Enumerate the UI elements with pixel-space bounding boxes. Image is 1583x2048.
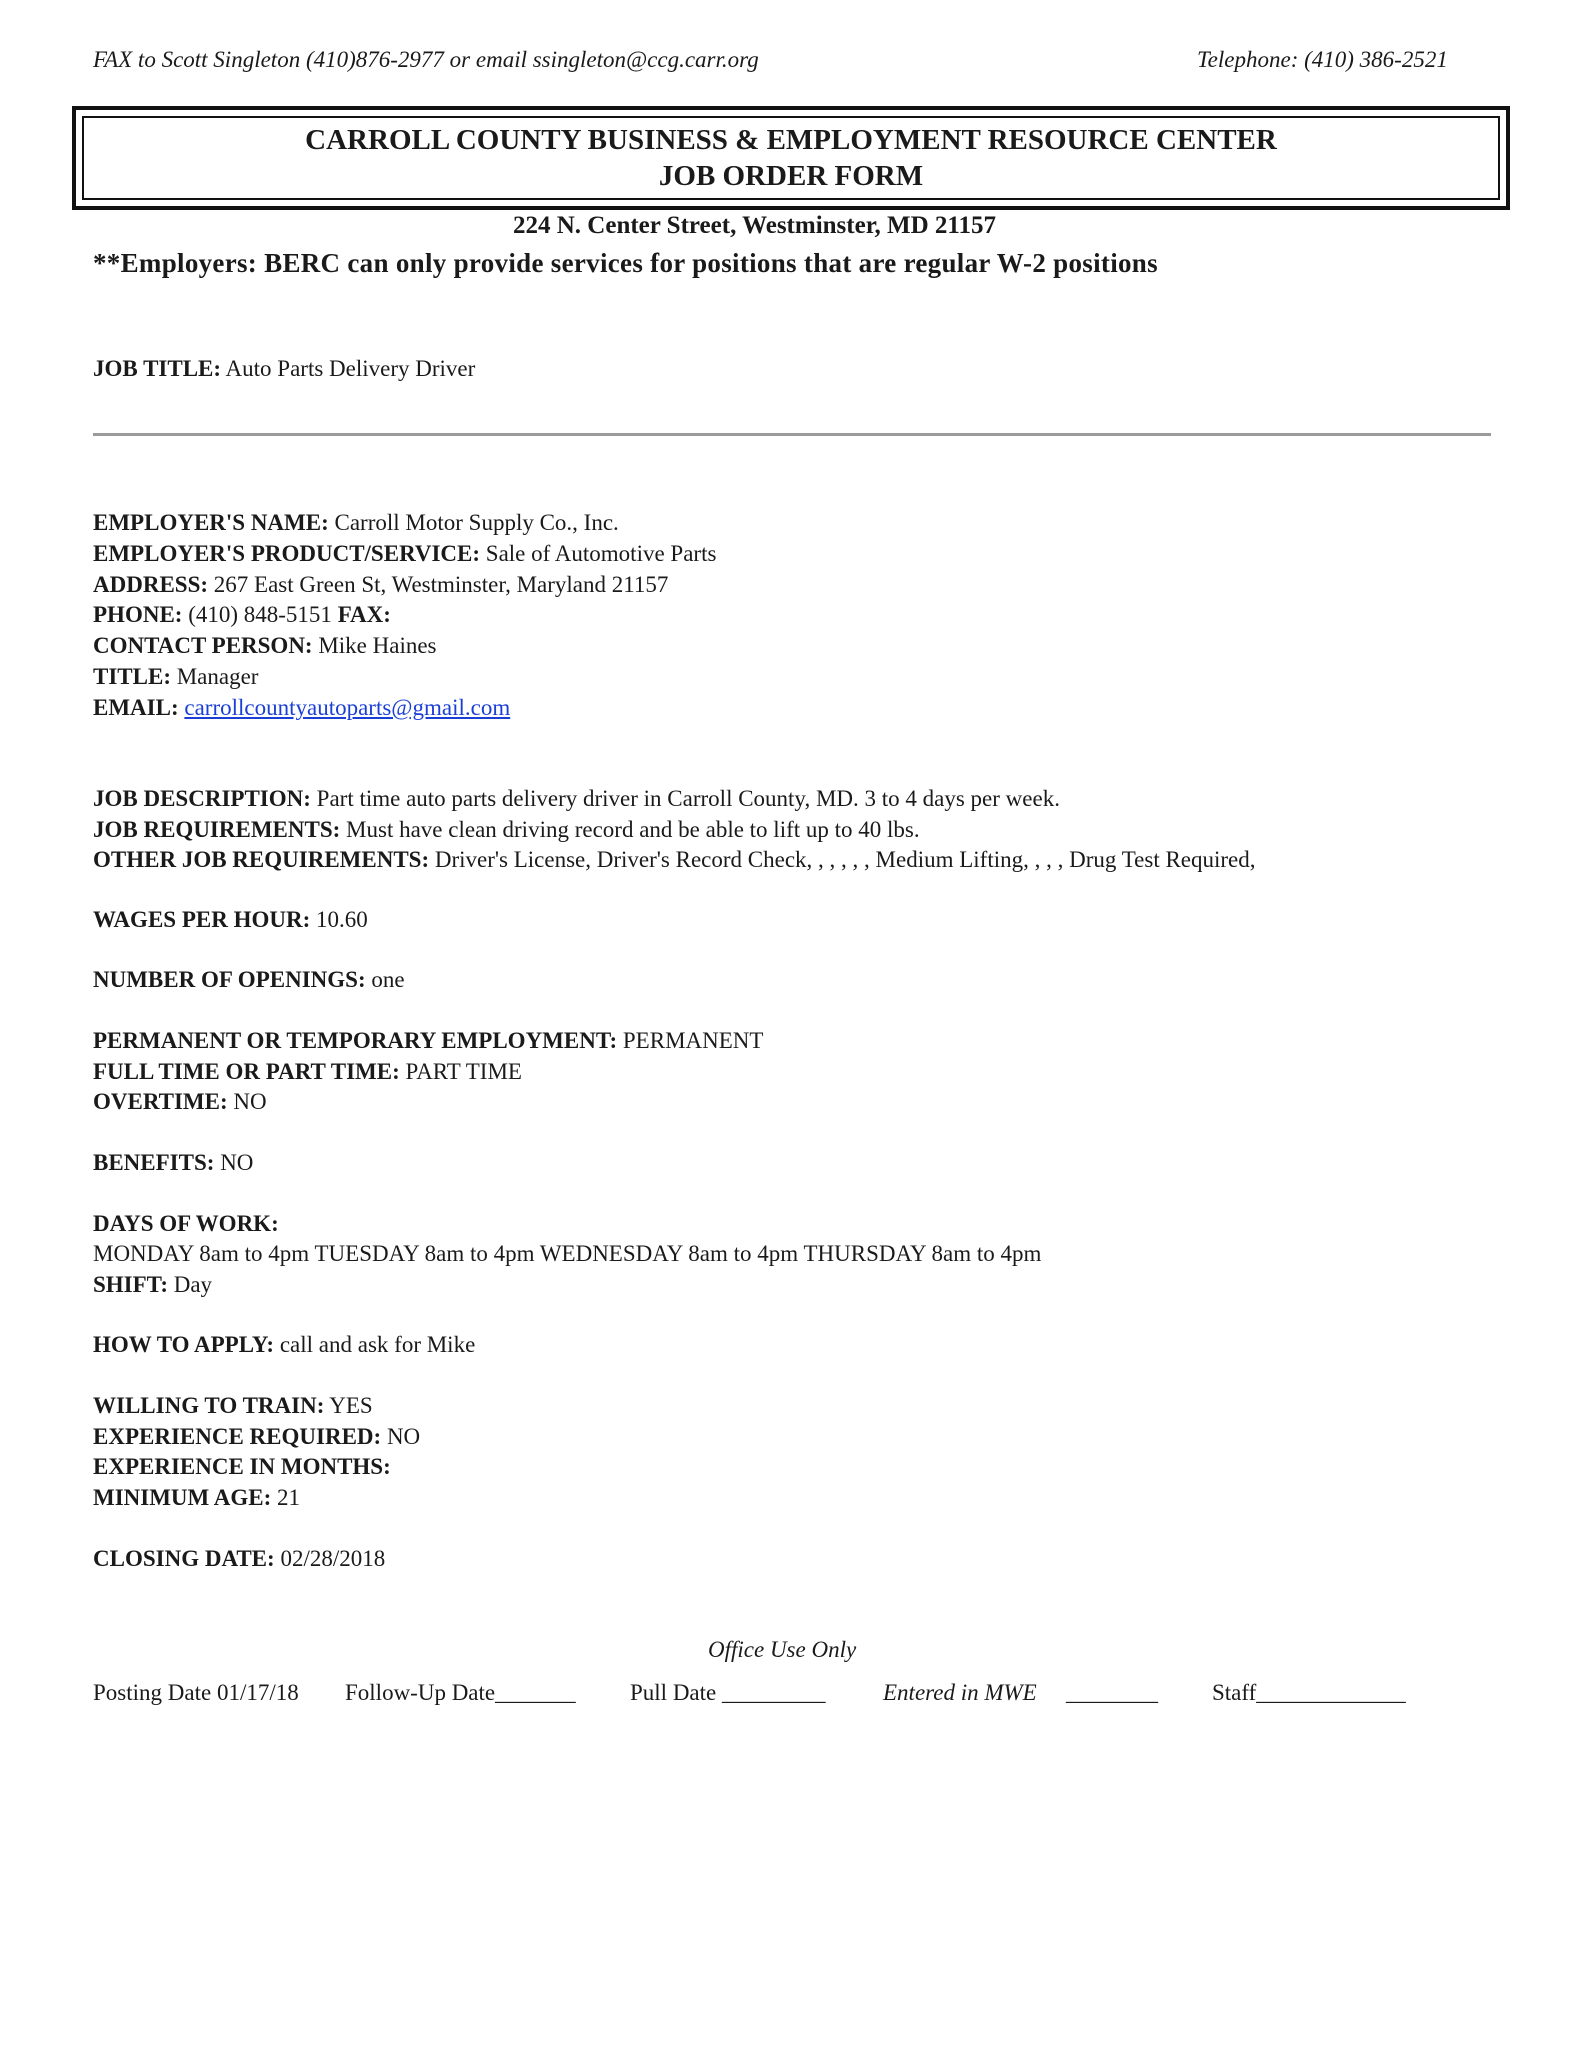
contact-title-field [93,664,258,690]
phone-label: PHONE: [93,602,183,627]
employer-address-field [93,572,668,598]
experience-months-field [93,1454,391,1480]
experience-required-field [93,1424,420,1450]
full-part-time-value: PART TIME [405,1059,522,1084]
closing-date-label: CLOSING DATE: [93,1546,275,1571]
office-use-heading: Office Use Only [708,1637,857,1662]
overtime-field [93,1089,267,1115]
employment-type-field [93,1028,763,1054]
shift-value: Day [173,1272,213,1297]
job-title-label: JOB TITLE: [93,356,222,381]
employer-phone-field [93,602,391,628]
openings-field [93,967,405,993]
telephone-number: Telephone: (410) 386-2521 [1197,47,1448,72]
overtime-value: NO [233,1089,267,1114]
email-field [93,695,510,721]
email-link[interactable]: carrollcountyautoparts@gmail.com [184,695,511,720]
employer-name-value: Carroll Motor Supply Co., Inc. [334,510,619,535]
title-box [82,116,1500,200]
experience-required-value: NO [386,1424,421,1449]
employer-address-value: 267 East Green St, Westminster, Maryland 21157 [213,572,669,597]
minimum-age-field [93,1485,300,1511]
divider [93,433,1491,436]
phone-value: (410) 848-5151 [188,602,332,627]
org-title: CARROLL COUNTY BUSINESS & EMPLOYMENT RESOURCE CENTER [305,124,1277,156]
benefits-label: BENEFITS: [93,1150,215,1175]
entered-in-mwe: Entered in MWE [883,1680,1037,1705]
other-requirements-label: OTHER JOB REQUIREMENTS: [93,847,430,872]
other-requirements-field [93,847,1256,873]
minimum-age-value: 21 [276,1485,300,1510]
minimum-age-label: MINIMUM AGE: [93,1485,272,1510]
org-address: 224 N. Center Street, Westminster, MD 21157 [513,212,997,239]
job-description-value: Part time auto parts delivery driver in Carroll County, MD. 3 to 4 days per week. [316,786,1060,811]
contact-title-label: TITLE: [93,664,171,689]
wages-label: WAGES PER HOUR: [93,907,311,932]
posting-date: Posting Date 01/17/18 [93,1680,299,1705]
closing-date-value: 02/28/2018 [280,1546,386,1571]
shift-label: SHIFT: [93,1272,168,1297]
job-requirements-value: Must have clean driving record and be able to lift up to 40 lbs. [346,817,920,842]
follow-up-date: Follow-Up Date_______ [345,1680,576,1705]
job-title-field [93,356,475,382]
overtime-label: OVERTIME: [93,1089,228,1114]
openings-label: NUMBER OF OPENINGS: [93,967,366,992]
days-label-text: DAYS OF WORK: [93,1211,279,1236]
days-of-work-value: MONDAY 8am to 4pm TUESDAY 8am to 4pm WEDNESDAY 8am to 4pm THURSDAY 8am to 4pm [93,1241,1042,1266]
job-title-value: Auto Parts Delivery Driver [225,356,476,381]
pull-date: Pull Date _________ [630,1680,826,1705]
openings-value: one [371,967,405,992]
other-requirements-value: Driver's License, Driver's Record Check, , , , , , Medium Lifting, , , , Drug Test Required, [434,847,1256,872]
contact-title-value: Manager [176,664,259,689]
how-to-apply-field [93,1332,475,1358]
full-part-time-label: FULL TIME OR PART TIME: [93,1059,400,1084]
contact-value: Mike Haines [318,633,437,658]
employer-name-field [93,510,619,536]
employer-product-label: EMPLOYER'S PRODUCT/SERVICE: [93,541,481,566]
employer-address-label: ADDRESS: [93,572,209,597]
job-description-field [93,786,1060,812]
willing-to-train-value: YES [329,1393,373,1418]
closing-date-field [93,1546,385,1572]
days-of-work-label [93,1211,279,1237]
shift-field [93,1272,212,1298]
job-requirements-label: JOB REQUIREMENTS: [93,817,341,842]
contact-label: CONTACT PERSON: [93,633,313,658]
employer-product-value: Sale of Automotive Parts [485,541,717,566]
how-to-apply-label: HOW TO APPLY: [93,1332,275,1357]
entered-blank: ________ [1066,1680,1158,1705]
employer-name-label: EMPLOYER'S NAME: [93,510,329,535]
experience-months-label: EXPERIENCE IN MONTHS: [93,1454,391,1479]
job-description-label: JOB DESCRIPTION: [93,786,311,811]
benefits-field [93,1150,253,1176]
willing-to-train-field [93,1393,373,1419]
willing-to-train-label: WILLING TO TRAIN: [93,1393,325,1418]
employer-notice: **Employers: BERC can only provide services for positions that are regular W-2 positions [93,248,1158,278]
fax-label: FAX: [337,602,391,627]
contact-person-field [93,633,437,659]
wages-value: 10.60 [316,907,368,932]
fax-instruction: FAX to Scott Singleton (410)876-2977 or email ssingleton@ccg.carr.org [93,47,759,72]
full-part-time-field [93,1059,522,1085]
wages-field [93,907,368,933]
employer-product-field [93,541,716,567]
benefits-value: NO [220,1150,254,1175]
experience-required-label: EXPERIENCE REQUIRED: [93,1424,382,1449]
how-to-apply-value: call and ask for Mike [279,1332,476,1357]
employment-type-label: PERMANENT OR TEMPORARY EMPLOYMENT: [93,1028,618,1053]
email-label: EMAIL: [93,695,179,720]
employment-type-value: PERMANENT [622,1028,764,1053]
job-requirements-field [93,817,920,843]
form-title: JOB ORDER FORM [658,160,924,192]
staff-field: Staff_____________ [1212,1680,1406,1705]
